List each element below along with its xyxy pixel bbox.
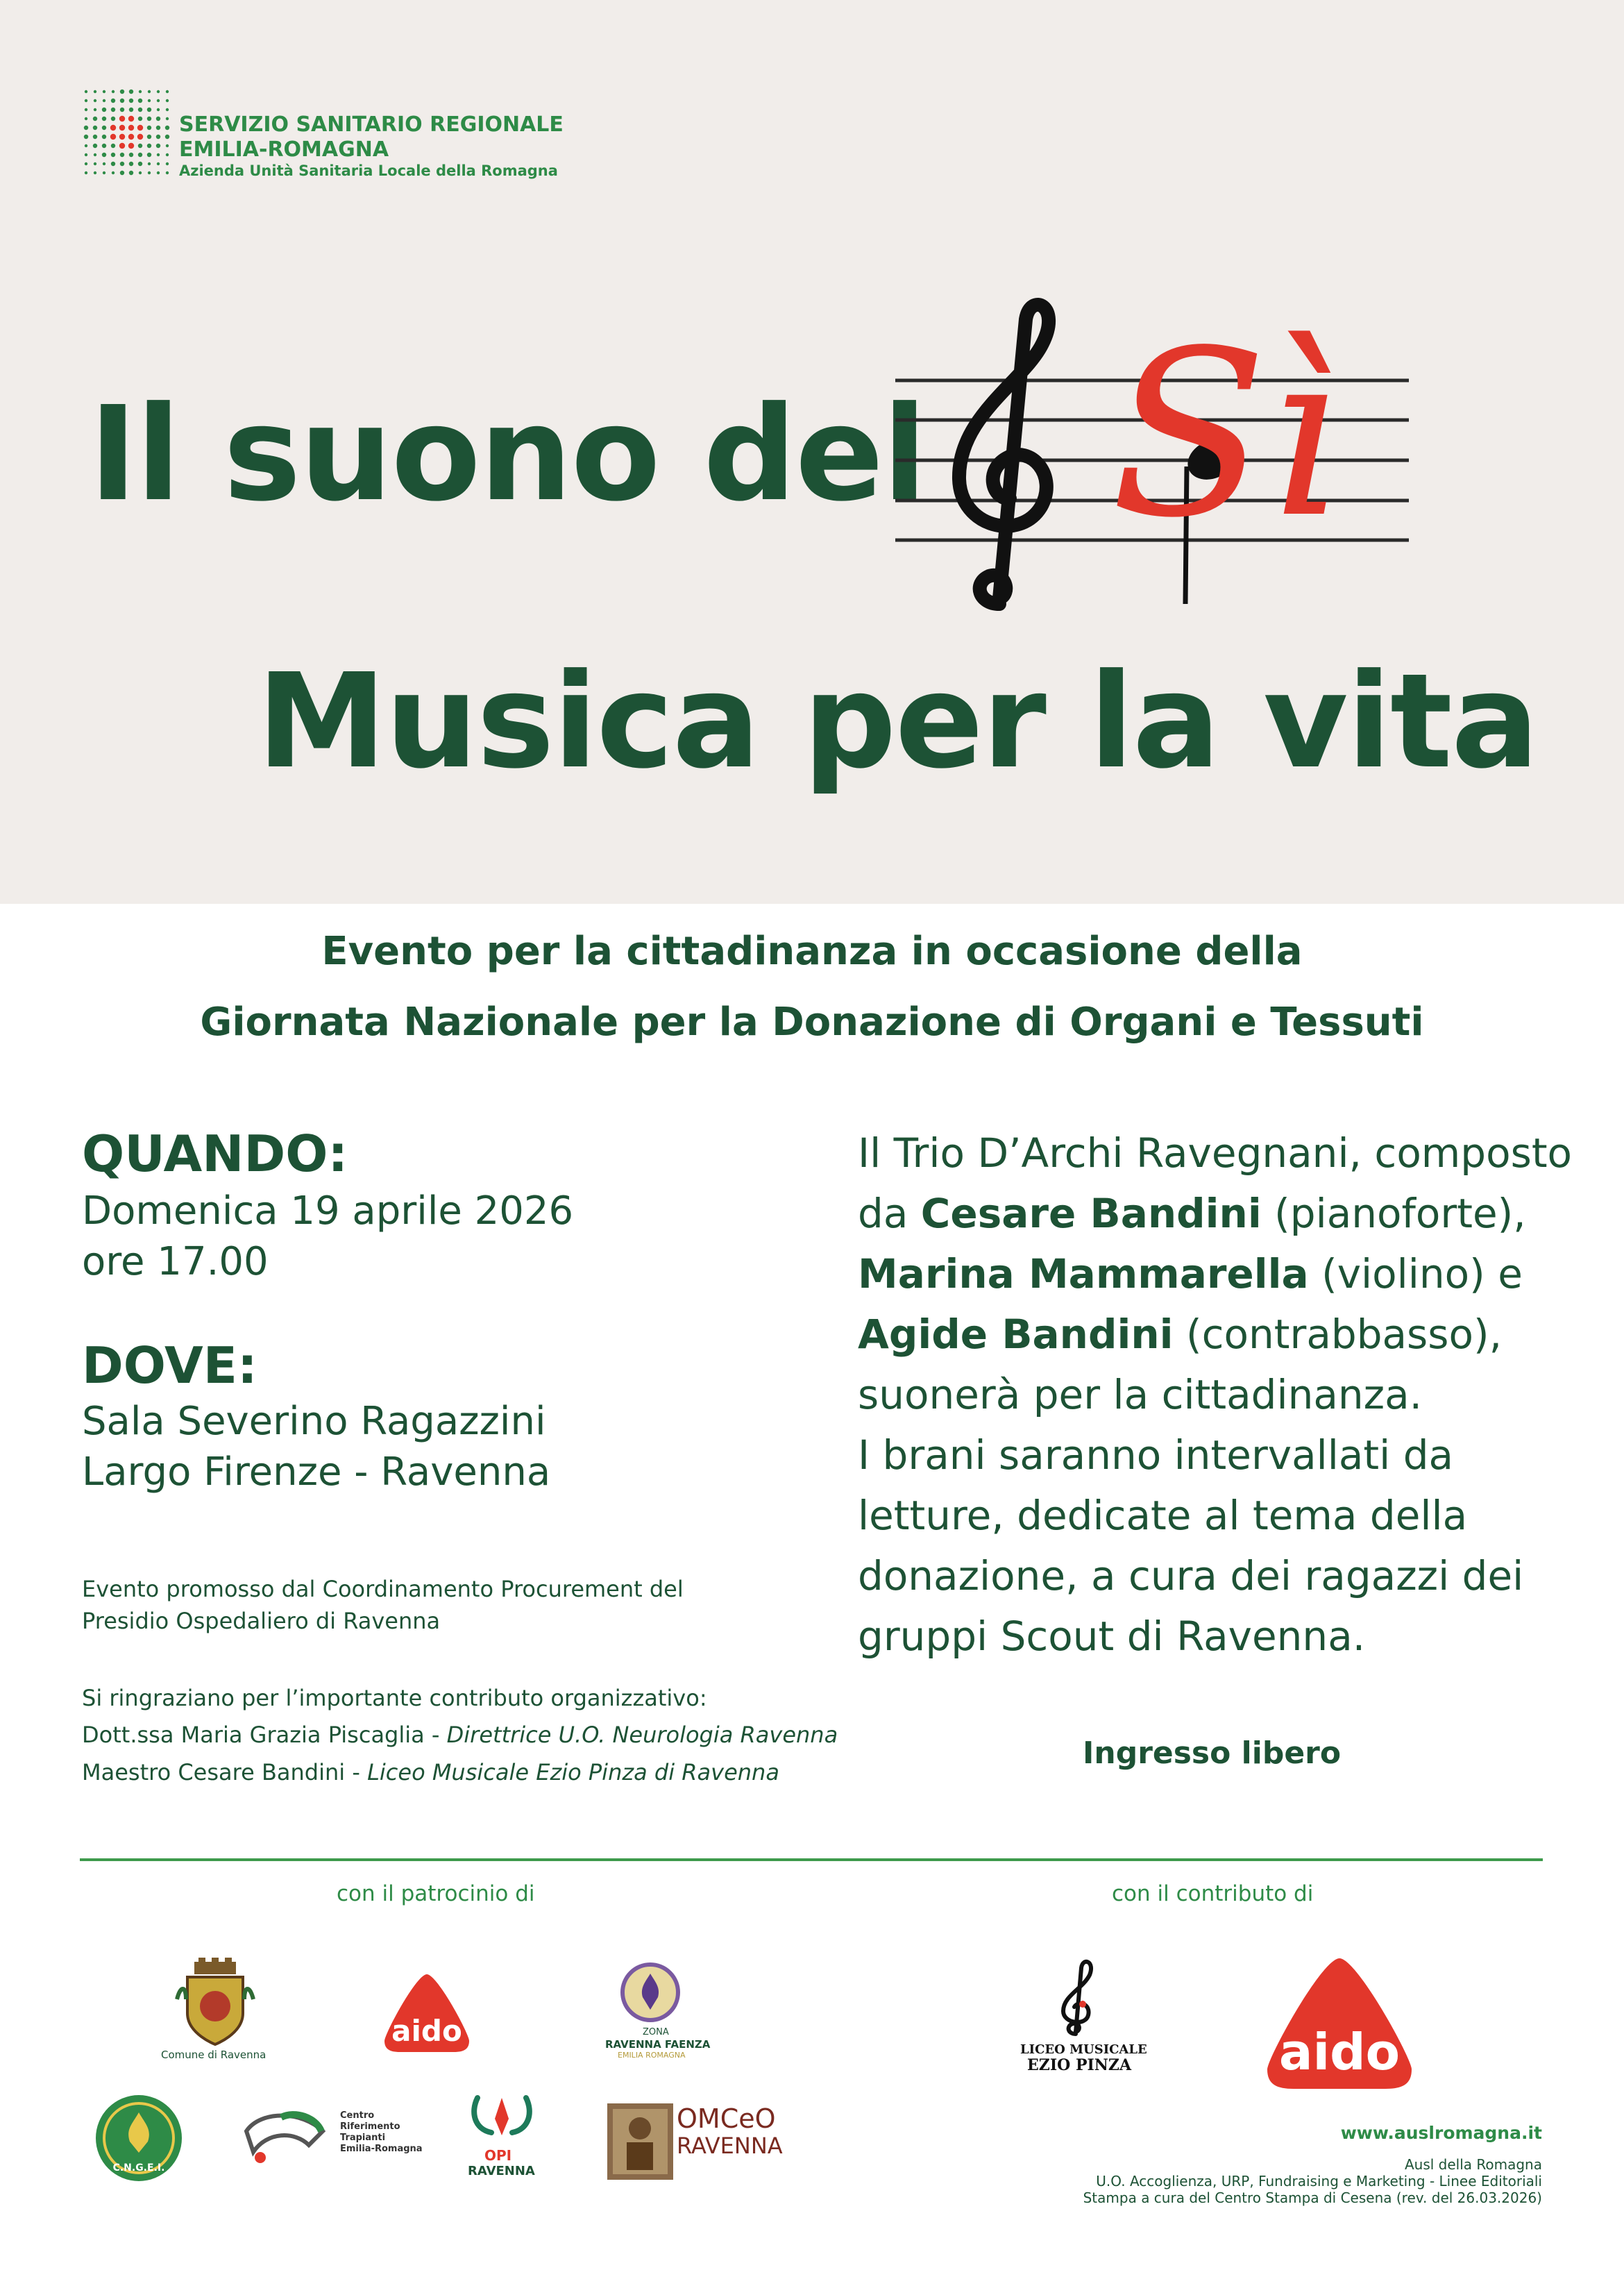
event-description xyxy=(858,1123,1580,1667)
logo-dot xyxy=(85,153,87,156)
subtitle-line2: Giornata Nazionale per la Donazione di Organi e Tessuti xyxy=(200,1000,1424,1045)
logo-dot xyxy=(120,99,124,103)
omceo-line2: RAVENNA xyxy=(677,2133,783,2159)
liceo-line1: LICEO MUSICALE xyxy=(1020,2042,1147,2057)
org-name-line1: SERVIZIO SANITARIO REGIONALE xyxy=(179,112,564,137)
opi-line1: OPI xyxy=(484,2147,512,2164)
logo-dot xyxy=(138,153,142,157)
logo-dot xyxy=(119,134,125,140)
logo-dot xyxy=(138,144,142,148)
logo-dot xyxy=(103,90,105,93)
logo-dot xyxy=(165,126,169,130)
logo-dot xyxy=(85,162,87,165)
opi-line2: RAVENNA xyxy=(468,2164,535,2178)
logo-dot xyxy=(157,99,160,102)
where-address: Largo Firenze - Ravenna xyxy=(82,1449,551,1495)
logo-dot xyxy=(166,171,169,174)
logo-dot xyxy=(94,90,96,93)
crt-line2: Riferimento xyxy=(340,2121,400,2132)
logo-dot xyxy=(120,171,124,175)
logo-dot xyxy=(111,108,115,112)
logo-dot xyxy=(94,108,96,111)
divider xyxy=(80,1858,1543,1861)
title-line1: Il suono del xyxy=(89,378,926,530)
org-name-line2: EMILIA-ROMAGNA xyxy=(179,137,389,162)
logo-dot xyxy=(111,99,115,103)
aido-logo-small xyxy=(382,1972,472,2055)
logo-dot xyxy=(110,125,116,131)
treble-clef-staff-icon xyxy=(895,278,1492,618)
logo-dot xyxy=(102,135,106,139)
logo-dot xyxy=(139,90,142,93)
logo-dot xyxy=(129,162,133,166)
logo-dot xyxy=(128,125,134,131)
logo-dot xyxy=(85,117,87,120)
logo-dot xyxy=(120,108,124,112)
when-heading: QUANDO: xyxy=(82,1125,348,1183)
logo-dot xyxy=(103,162,105,165)
logo-dot xyxy=(166,90,169,93)
aido-small-text: aido xyxy=(391,2014,462,2048)
logo-dot xyxy=(129,171,133,175)
promo-line1: Evento promosso dal Coordinamento Procurement del xyxy=(82,1576,684,1602)
desc-text-4: (contrabbasso), suonerà per la cittadinanza. xyxy=(858,1311,1503,1418)
logo-dot xyxy=(148,162,151,165)
cngei-text: C.N.G.E.I. xyxy=(112,2162,165,2174)
logo-dot xyxy=(103,99,105,102)
desc-text-2: (pianoforte), xyxy=(1261,1190,1526,1237)
logo-dot xyxy=(166,153,169,156)
logo-dot xyxy=(157,153,160,156)
subtitle-line1: Evento per la cittadinanza in occasione della xyxy=(321,929,1303,974)
logo-dot xyxy=(137,125,143,131)
logo-dot xyxy=(103,171,105,174)
logo-dot xyxy=(148,99,151,102)
liceo-clef-icon xyxy=(1055,1954,1097,2037)
logo-dot xyxy=(119,143,125,149)
logo-dot xyxy=(129,90,133,94)
logo-dot xyxy=(84,135,88,139)
logo-dot xyxy=(94,171,96,174)
desc-performer-2: Marina Mammarella xyxy=(858,1250,1309,1297)
scout-zone-line2: RAVENNA FAENZA xyxy=(605,2038,711,2051)
logo-dot xyxy=(147,117,151,121)
desc-text-3: (violino) e xyxy=(1308,1250,1523,1297)
logo-dot xyxy=(138,117,142,121)
logo-dot xyxy=(110,134,116,140)
thanks-person-2 xyxy=(82,1759,779,1785)
logo-dot xyxy=(156,144,160,148)
logo-dot xyxy=(84,126,88,130)
logo-dot xyxy=(147,144,151,148)
when-time: ore 17.00 xyxy=(82,1239,269,1284)
thanks-person-2-role: Liceo Musicale Ezio Pinza di Ravenna xyxy=(367,1759,779,1785)
logo-dot xyxy=(129,108,133,112)
logo-dot xyxy=(112,171,115,174)
logo-dot xyxy=(119,116,125,121)
logo-dot xyxy=(111,153,115,157)
logo-dot xyxy=(93,126,97,130)
si-text: Sì xyxy=(1110,301,1341,568)
logo-dot xyxy=(119,125,125,131)
crt-line1: Centro xyxy=(340,2110,375,2121)
logo-dot xyxy=(111,162,115,166)
website-link[interactable]: www.auslromagna.it xyxy=(1340,2123,1542,2143)
logo-dot xyxy=(166,108,169,111)
where-heading: DOVE: xyxy=(82,1336,257,1395)
logo-dot xyxy=(129,99,133,103)
logo-dot xyxy=(102,153,106,157)
when-date: Domenica 19 aprile 2026 xyxy=(82,1188,574,1234)
logo-dot xyxy=(138,162,142,166)
promo-line2: Presidio Ospedaliero di Ravenna xyxy=(82,1608,441,1634)
logo-dot xyxy=(128,134,134,140)
logo-dot xyxy=(138,99,142,103)
omceo-mosaic-icon xyxy=(607,2103,673,2180)
logo-dot xyxy=(148,90,151,93)
where-venue: Sala Severino Ragazzini xyxy=(82,1399,546,1444)
logo-dot xyxy=(102,144,106,148)
logo-dot xyxy=(166,144,169,147)
logo-dot xyxy=(102,117,106,121)
patronage-label: con il patrocinio di xyxy=(337,1881,535,1906)
logo-dot xyxy=(128,143,134,149)
logo-dot xyxy=(120,153,124,157)
logo-dot xyxy=(93,135,97,139)
logo-dot xyxy=(147,153,151,157)
entry-free: Ingresso libero xyxy=(1083,1735,1342,1771)
contribution-label: con il contributo di xyxy=(1112,1881,1314,1906)
thanks-person-2-name: Maestro Cesare Bandini - xyxy=(82,1759,368,1785)
logo-dot xyxy=(147,135,151,139)
desc-text-1: Il Trio D’Archi Ravegnani, composto da xyxy=(858,1129,1573,1237)
desc-performer-1: Cesare Bandini xyxy=(920,1190,1262,1237)
logo-dot xyxy=(94,162,96,165)
desc-performer-3: Agide Bandini xyxy=(858,1311,1174,1358)
ssr-logo-icon xyxy=(82,87,172,180)
scout-zone-logo-icon xyxy=(619,1961,682,2024)
logo-dot xyxy=(85,171,87,174)
footer-line2: U.O. Accoglienza, URP, Fundraising e Marketing - Linee Editoriali xyxy=(1096,2173,1542,2189)
thanks-person-1-role: Direttrice U.O. Neurologia Ravenna xyxy=(446,1722,838,1748)
logo-dot xyxy=(85,99,87,102)
logo-dot xyxy=(157,90,160,93)
logo-dot xyxy=(148,171,151,174)
logo-dot xyxy=(112,90,115,93)
logo-dot xyxy=(85,108,87,111)
logo-dot xyxy=(137,134,143,140)
logo-dot xyxy=(129,153,133,157)
logo-dot xyxy=(111,144,115,148)
scout-zone-line3: EMILIA ROMAGNA xyxy=(618,2051,686,2060)
footer-line3: Stampa a cura del Centro Stampa di Cesena (rev. del 26.03.2026) xyxy=(1083,2189,1542,2206)
logo-dot xyxy=(93,117,97,121)
thanks-person-1 xyxy=(82,1722,838,1748)
scout-zone-line1: ZONA xyxy=(643,2027,669,2037)
aido-logo-large xyxy=(1263,1954,1416,2093)
liceo-line2: EZIO PINZA xyxy=(1027,2056,1132,2074)
logo-dot xyxy=(120,162,124,166)
logo-dot xyxy=(111,117,115,121)
thanks-intro: Si ringraziano per l’importante contributo organizzativo: xyxy=(82,1685,707,1711)
logo-dot xyxy=(138,108,142,112)
org-name-line3: Azienda Unità Sanitaria Locale della Romagna xyxy=(179,162,558,179)
crt-logo-icon xyxy=(239,2103,330,2173)
logo-dot xyxy=(156,117,160,121)
logo-dot xyxy=(156,126,160,130)
opi-logo-icon xyxy=(464,2091,540,2146)
thanks-person-1-name: Dott.ssa Maria Grazia Piscaglia - xyxy=(82,1722,447,1748)
omceo-line1: OMCeO xyxy=(677,2103,776,2134)
crt-line4: Emilia-Romagna xyxy=(340,2144,423,2154)
comune-caption: Comune di Ravenna xyxy=(161,2049,267,2061)
logo-dot xyxy=(147,108,151,112)
logo-dot xyxy=(94,153,96,156)
logo-dot xyxy=(93,144,97,148)
desc-text-5: I brani saranno intervallati da letture, dedicate al tema della donazione, a cura dei ragazzi dei gruppi Scout di Ravenna. xyxy=(858,1431,1524,1660)
footer-line1: Ausl della Romagna xyxy=(1404,2156,1542,2173)
logo-dot xyxy=(156,135,160,139)
logo-dot xyxy=(128,116,134,121)
logo-dot xyxy=(120,90,124,94)
logo-dot xyxy=(166,117,169,120)
logo-dot xyxy=(166,99,169,102)
logo-dot xyxy=(85,90,87,93)
crt-line3: Trapianti xyxy=(340,2133,386,2143)
title-line2: Musica per la vita xyxy=(257,646,1538,798)
logo-dot xyxy=(85,144,87,147)
logo-dot xyxy=(94,99,96,102)
cngei-logo-icon xyxy=(94,2093,184,2183)
logo-dot xyxy=(166,162,169,165)
comune-ravenna-crest-icon xyxy=(174,1958,257,2048)
logo-dot xyxy=(139,171,142,174)
logo-dot xyxy=(157,162,160,165)
logo-dot xyxy=(147,126,151,130)
logo-dot xyxy=(102,126,106,130)
aido-large-text: aido xyxy=(1278,2023,1401,2081)
logo-dot xyxy=(157,108,160,111)
logo-dot xyxy=(102,108,106,112)
logo-dot xyxy=(157,171,160,174)
logo-dot xyxy=(165,135,169,139)
